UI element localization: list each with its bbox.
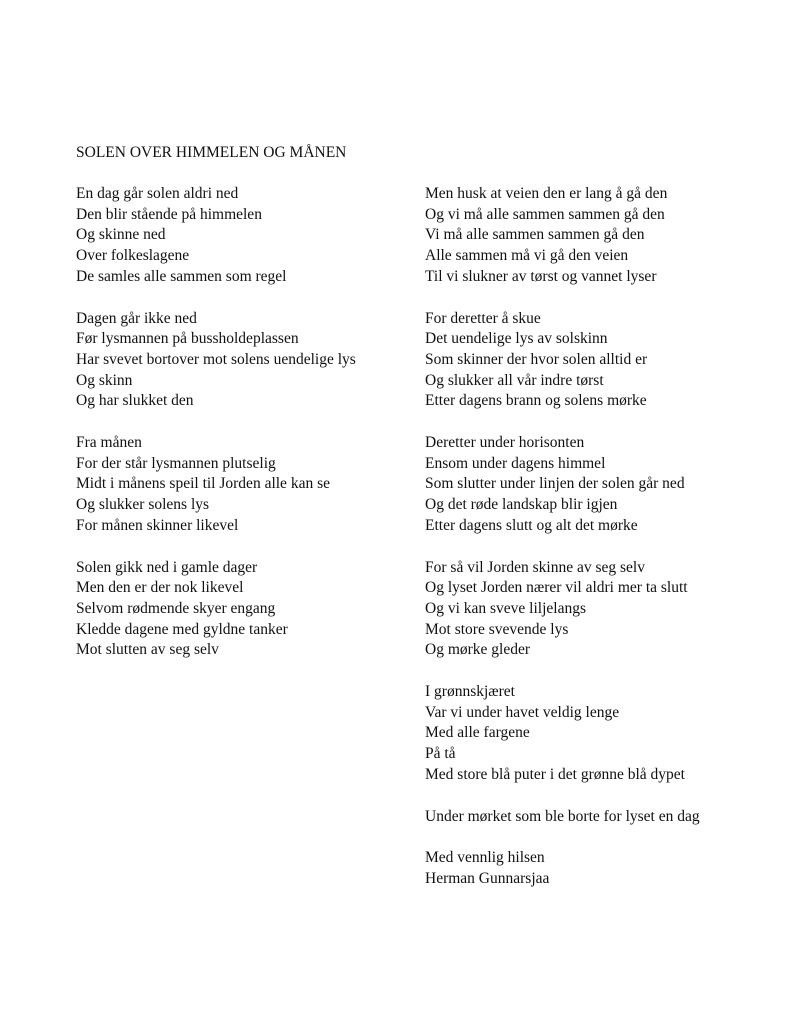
poem-line: Og vi må alle sammen sammen gå den bbox=[425, 205, 665, 223]
poem-line: Og har slukket den bbox=[76, 392, 194, 410]
poem-line: Men den er der nok likevel bbox=[76, 579, 244, 597]
poem-line: Under mørket som ble borte for lyset en dag bbox=[425, 807, 700, 825]
poem-line: Med store blå puter i det grønne blå dypet bbox=[425, 765, 685, 783]
poem-line: Som skinner der hvor solen alltid er bbox=[425, 350, 648, 368]
poem-line: Som slutter under linjen der solen går ned bbox=[425, 475, 685, 493]
stanza bbox=[76, 433, 456, 537]
stanza bbox=[425, 184, 805, 288]
poem-line: Kledde dagene med gyldne tanker bbox=[76, 620, 288, 638]
poem-line: Med vennlig hilsen bbox=[425, 849, 545, 867]
poem-line: For der står lysmannen plutselig bbox=[76, 454, 276, 472]
poem-line: Og slukker solens lys bbox=[76, 496, 210, 514]
stanza bbox=[425, 558, 805, 662]
poem-title: SOLEN OVER HIMMELEN OG MÅNEN bbox=[76, 144, 347, 161]
poem-line: Og skinne ned bbox=[76, 226, 166, 244]
poem-line: Deretter under horisonten bbox=[425, 434, 585, 452]
stanza bbox=[425, 309, 805, 413]
stanza bbox=[76, 184, 456, 288]
stanza bbox=[425, 807, 805, 828]
poem-line: Fra månen bbox=[76, 434, 142, 452]
poem-line: Og lyset Jorden nærer vil aldri mer ta slutt bbox=[425, 579, 688, 597]
stanza bbox=[425, 433, 805, 537]
poem-line: Midt i månens speil til Jorden alle kan se bbox=[76, 475, 330, 493]
poem-line: Og det røde landskap blir igjen bbox=[425, 496, 618, 514]
poem-line: Dagen går ikke ned bbox=[76, 309, 197, 327]
stanza bbox=[425, 682, 805, 786]
poem-line: Etter dagens brann og solens mørke bbox=[425, 392, 647, 410]
poem-line: For så vil Jorden skinne av seg selv bbox=[425, 558, 645, 576]
right-column bbox=[425, 184, 805, 911]
poem-line: Etter dagens slutt og alt det mørke bbox=[425, 516, 638, 534]
poem-line: Over folkeslagene bbox=[76, 247, 190, 265]
poem-line: For deretter å skue bbox=[425, 309, 541, 327]
poem-line: Solen gikk ned i gamle dager bbox=[76, 558, 258, 576]
poem-line: Den blir stående på himmelen bbox=[76, 205, 262, 223]
poem-line: Før lysmannen på bussholdeplassen bbox=[76, 330, 299, 348]
poem-line: Til vi slukner av tørst og vannet lyser bbox=[425, 267, 657, 285]
poem-line: Mot slutten av seg selv bbox=[76, 641, 219, 659]
poem-line: Selvom rødmende skyer engang bbox=[76, 599, 276, 617]
poem-line: Og slukker all vår indre tørst bbox=[425, 371, 604, 389]
poem-line: Herman Gunnarsjaa bbox=[425, 869, 550, 887]
poem-line: Med alle fargene bbox=[425, 724, 530, 742]
stanza bbox=[76, 309, 456, 413]
poem-line: Og mørke gleder bbox=[425, 641, 531, 659]
poem-line: Alle sammen må vi gå den veien bbox=[425, 247, 629, 265]
stanza bbox=[425, 848, 805, 889]
poem-line: Men husk at veien den er lang å gå den bbox=[425, 185, 668, 202]
stanza bbox=[76, 558, 456, 662]
poem-line: En dag går solen aldri ned bbox=[76, 185, 239, 202]
poem-line: I grønnskjæret bbox=[425, 683, 515, 701]
poem-line: Vi må alle sammen sammen gå den bbox=[425, 226, 645, 244]
poem-line: For månen skinner likevel bbox=[76, 516, 239, 534]
poem-line: Har svevet bortover mot solens uendelige lys bbox=[76, 350, 356, 368]
poem-line: Mot store svevende lys bbox=[425, 620, 569, 638]
poem-line: Og skinn bbox=[76, 371, 133, 389]
poem-line: På tå bbox=[425, 745, 456, 763]
poem-line: Og vi kan sveve liljelangs bbox=[425, 599, 586, 617]
poem-line: Ensom under dagens himmel bbox=[425, 454, 606, 472]
poem-line: Var vi under havet veldig lenge bbox=[425, 703, 620, 721]
poem-line: Det uendelige lys av solskinn bbox=[425, 330, 608, 348]
poem-line: De samles alle sammen som regel bbox=[76, 267, 287, 285]
left-column bbox=[76, 184, 456, 682]
